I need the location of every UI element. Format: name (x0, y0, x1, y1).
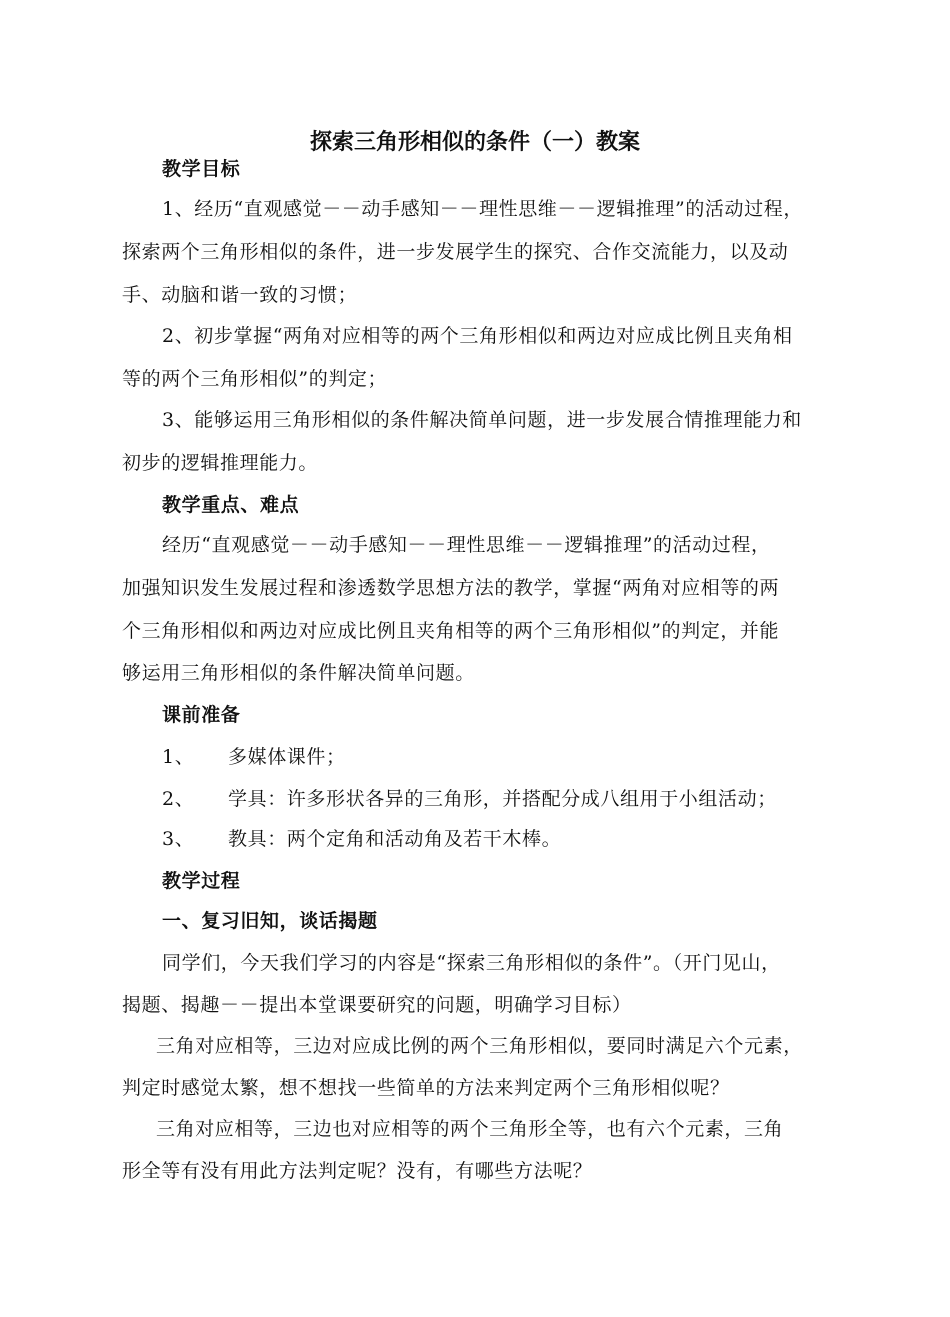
paragraph-line: 三角对应相等，三边也对应相等的两个三角形全等，也有六个元素，三角 (156, 1118, 784, 1140)
paragraph-line: 够运用三角形相似的条件解决简单问题。 (122, 662, 475, 684)
paragraph-line: 三角对应相等，三边对应成比例的两个三角形相似，要同时满足六个元素， (156, 1035, 803, 1057)
document-title: 探索三角形相似的条件（一）教案 (309, 129, 640, 155)
section-heading-goals: 教学目标 (162, 158, 241, 180)
paragraph-line: 2、初步掌握“两角对应相等的两个三角形相似和两边对应成比例且夹角相 (162, 325, 793, 347)
section-heading-key-points: 教学重点、难点 (162, 494, 300, 516)
list-item-number: 3、 (162, 828, 195, 850)
paragraph-line: 揭题、揭趣－－提出本堂课要研究的问题，明确学习目标） (122, 994, 632, 1016)
section-heading-process: 教学过程 (162, 870, 241, 892)
paragraph-line: 加强知识发生发展过程和渗透数学思想方法的教学，掌握“两角对应相等的两 (122, 577, 780, 599)
list-item (162, 827, 561, 851)
paragraph-line: 初步的逻辑推理能力。 (122, 452, 319, 474)
list-item-number: 1、 (162, 746, 195, 768)
list-item-number: 2、 (162, 788, 195, 810)
list-item-text: 多媒体课件； (228, 746, 346, 768)
paragraph-line: 手、动脑和谐一致的习惯； (122, 284, 358, 306)
list-item (162, 787, 777, 811)
paragraph-line: 判定时感觉太繁，想不想找一些简单的方法来判定两个三角形相似呢？ (122, 1077, 730, 1099)
subsection-heading: 一、复习旧知，谈话揭题 (162, 910, 378, 932)
list-item-text: 教具：两个定角和活动角及若干木棒。 (228, 828, 562, 850)
list-item-text: 学具：许多形状各异的三角形，并搭配分成八组用于小组活动； (228, 788, 777, 810)
paragraph-line: 同学们，今天我们学习的内容是“探索三角形相似的条件”。（开门见山， (162, 952, 781, 974)
paragraph-line: 经历“直观感觉－－动手感知－－理性思维－－逻辑推理”的活动过程， (162, 534, 771, 556)
paragraph-line: 形全等有没有用此方法判定呢？没有，有哪些方法呢？ (122, 1160, 593, 1182)
paragraph-line: 个三角形相似和两边对应成比例且夹角相等的两个三角形相似”的判定，并能 (122, 620, 780, 642)
paragraph-line: 等的两个三角形相似”的判定； (122, 368, 388, 390)
section-heading-preparation: 课前准备 (162, 704, 241, 726)
paragraph-line: 探索两个三角形相似的条件，进一步发展学生的探究、合作交流能力，以及动 (122, 241, 789, 263)
paragraph-line: 1、经历“直观感觉－－动手感知－－理性思维－－逻辑推理”的活动过程， (162, 198, 803, 220)
paragraph-line: 3、能够运用三角形相似的条件解决简单问题，进一步发展合情推理能力和 (162, 409, 802, 431)
list-item (162, 745, 346, 769)
